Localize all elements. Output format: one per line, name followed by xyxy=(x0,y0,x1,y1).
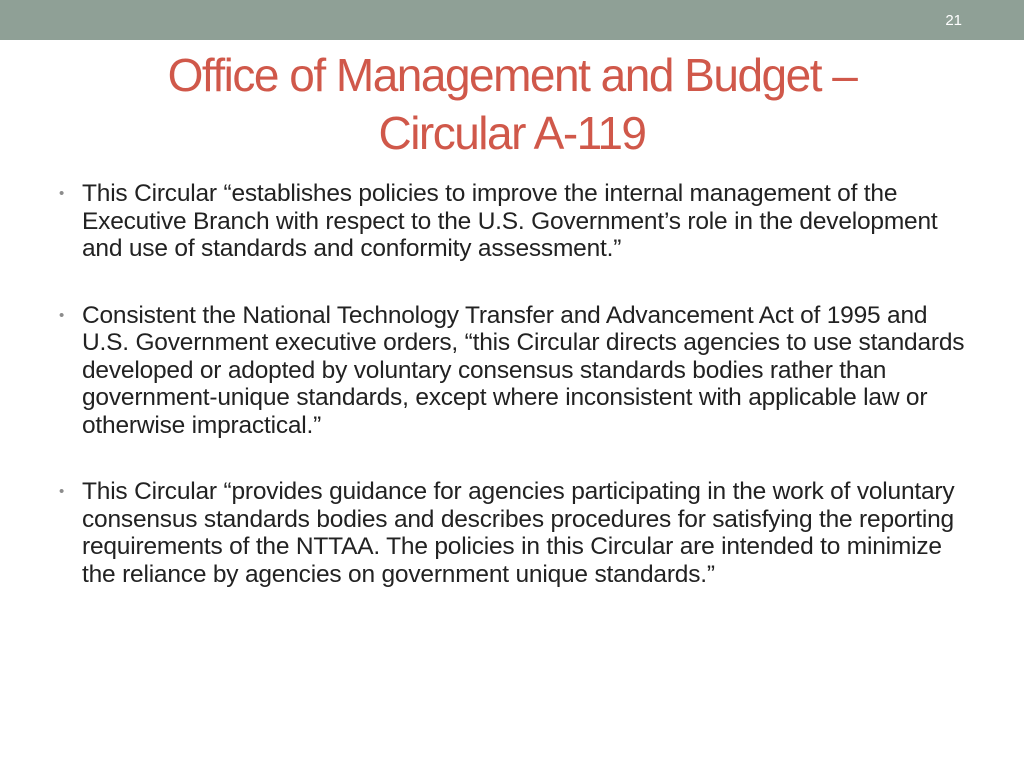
bullet-item-2 xyxy=(56,302,976,440)
bullet-text: This Circular “provides guidance for agencies participating in the work of voluntary consensus standards bodies and describes procedures for satisfying the reporting requirements of the NTTAA. The policies in this Circular are intended to minimize the reliance by agencies on government unique standards.” xyxy=(82,478,955,588)
top-bar xyxy=(0,0,1024,40)
bullet-item-3 xyxy=(56,478,976,588)
bullet-dot-icon: • xyxy=(59,185,65,202)
bullet-item-1 xyxy=(56,180,976,263)
bullet-text: Consistent the National Technology Transfer and Advancement Act of 1995 and U.S. Government executive orders, “this Circular directs agencies to use standards developed or adopted by voluntary consensus standards bodies rather than government-unique standards, except where inconsistent with applicable law or otherwise impractical.” xyxy=(82,301,965,439)
bullet-dot-icon: • xyxy=(59,483,65,500)
bullet-text: This Circular “establishes policies to improve the internal management of the Executive Branch with respect to the U.S. Government’s role in the development and use of standards and conformity assessment.” xyxy=(82,180,938,262)
slide-title-line-2: Circular A-119 xyxy=(378,107,646,159)
bullet-dot-icon: • xyxy=(59,306,65,324)
bullet-list xyxy=(56,180,976,627)
slide-number: 21 xyxy=(945,12,962,29)
slide-title-line-1: Office of Management and Budget – xyxy=(167,49,857,101)
slide-title xyxy=(60,46,964,162)
